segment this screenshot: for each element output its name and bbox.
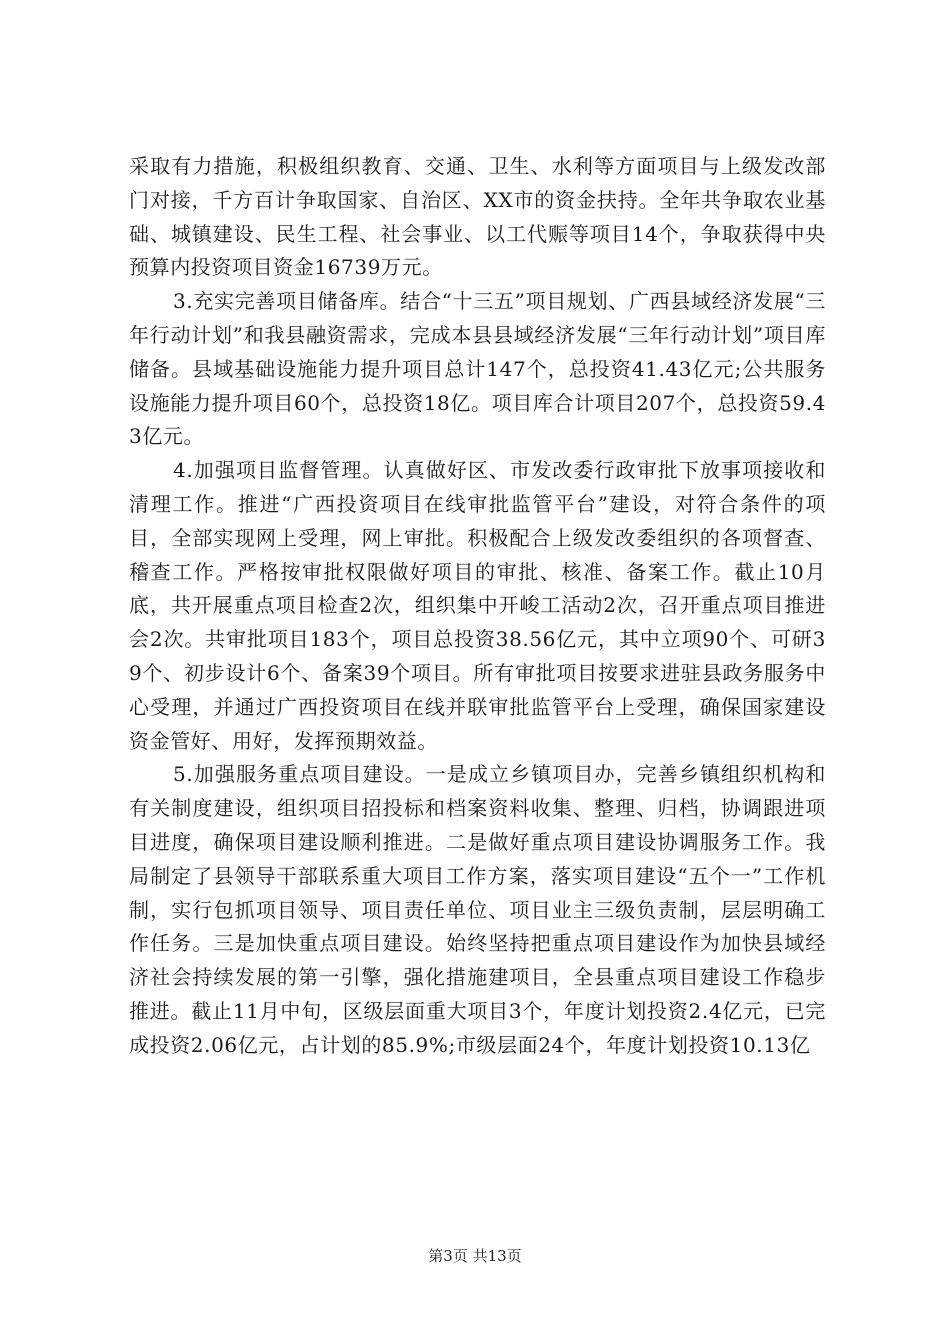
document-body — [129, 150, 826, 1063]
paragraph-project-supervision: 4.加强项目监督管理。认真做好区、市发改委行政审批下放事项接收和清理工作。推进“广西投资项目在线审批监管平台”建设，对符合条件的项目，全部实现网上受理，网上审批。积极配合上级发改委组织的各项督查、稽查工作。严格按审批权限做好项目的审批、核准、备案工作。截止10月底，共开展重点项目检查2次，组织集中开峻工活动2次，召开重点项目推进会2次。共审批项目183个，项目总投资38.56亿元，其中立项90个、可研39个、初步设计6个、备案39个项目。所有审批项目按要求进驻县政务服务中心受理，并通过广西投资项目在线并联审批监管平台上受理，确保国家建设资金管好、用好，发挥预期效益。 — [129, 458, 826, 753]
paragraph-key-project-service: 5.加强服务重点项目建设。一是成立乡镇项目办，完善乡镇组织机构和有关制度建设，组织项目招投标和档案资料收集、整理、归档，协调跟进项目进度，确保项目建设顺利推进。二是做好重点项目建设协调服务工作。我局制定了县领导干部联系重大项目工作方案，落实项目建设“五个一”工作机制，实行包抓项目领导、项目责任单位、项目业主三级负责制，层层明确工作任务。三是加快重点项目建设。始终坚持把重点项目建设作为加快县域经济社会持续发展的第一引擎，强化措施建项目，全县重点项目建设工作稳步推进。截止11月中旬，区级层面重大项目3个，年度计划投资2.4亿元，已完成投资2.06亿元，占计划的85.9%;市级层面24个，年度计划投资10.13亿 — [129, 762, 826, 1057]
page-number-footer: 第3页 共13页 — [428, 1247, 522, 1265]
paragraph-project-reserve: 3.充实完善项目储备库。结合“十三五”项目规划、广西县域经济发展“三年行动计划”和我县融资需求，完成本县县域经济发展“三年行动计划”项目库储备。县域基础设施能力提升项目总计147个，总投资41.43亿元;公共服务设施能力提升项目60个，总投资18亿。项目库合计项目207个，总投资59.43亿元。 — [129, 289, 826, 449]
paragraph-continued: 采取有力措施，积极组织教育、交通、卫生、水利等方面项目与上级发改部门对接，千方百计争取国家、自治区、XX市的资金扶持。全年共争取农业基础、城镇建设、民生工程、社会事业、以工代赈等项目14个，争取获得中央预算内投资项目资金16739万元。 — [129, 154, 826, 280]
